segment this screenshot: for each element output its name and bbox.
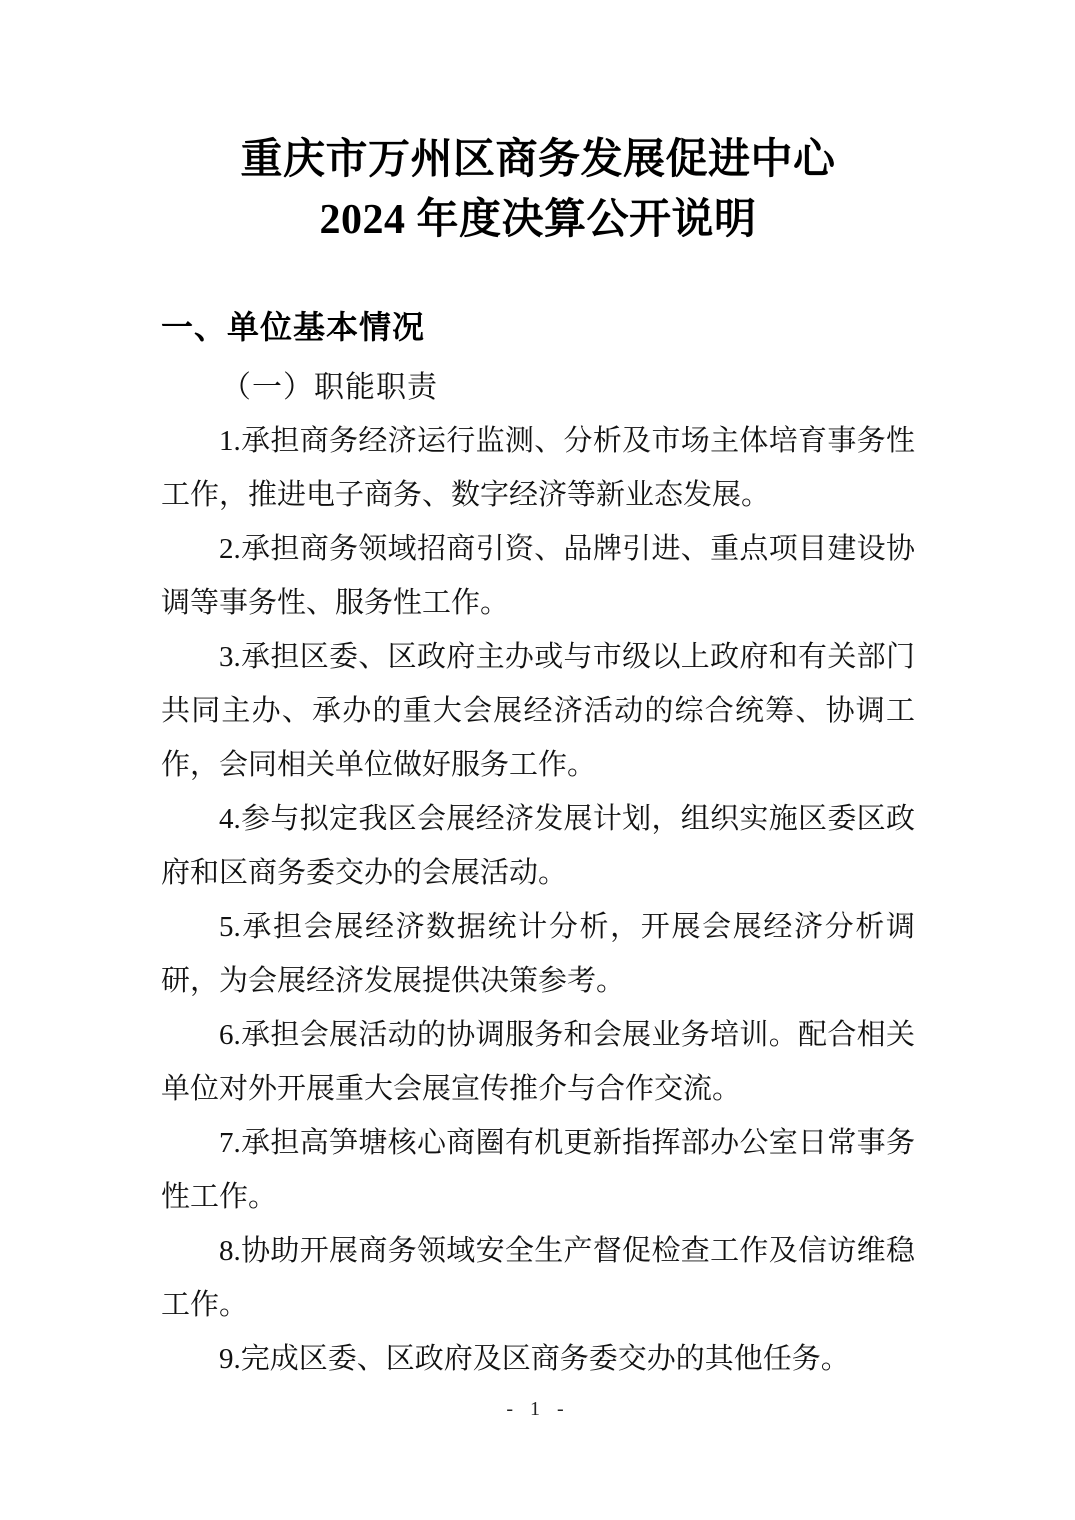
- paragraph-7: 7.承担高笋塘核心商圈有机更新指挥部办公室日常事务性工作。: [161, 1127, 915, 1213]
- body-text: [161, 414, 915, 1386]
- page-number-footer: - 1 -: [506, 1398, 570, 1420]
- paragraph-9: 9.完成区委、区政府及区商务委交办的其他任务。: [219, 1343, 850, 1375]
- paragraph-5: 5.承担会展经济数据统计分析，开展会展经济分析调研，为会展经济发展提供决策参考。: [161, 911, 915, 997]
- paragraph-1: 1.承担商务经济运行监测、分析及市场主体培育事务性工作，推进电子商务、数字经济等新业态发展。: [161, 425, 915, 511]
- document-content: [161, 0, 915, 1386]
- section-heading-unit-basic-info: 一、单位基本情况: [161, 309, 426, 345]
- paragraph-4: 4.参与拟定我区会展经济发展计划，组织实施区委区政府和区商务委交办的会展活动。: [161, 803, 915, 889]
- title-line-1: 重庆市万州区商务发展促进中心: [240, 137, 836, 183]
- title-line-2: 2024 年度决算公开说明: [319, 197, 757, 243]
- paragraph-6: 6.承担会展活动的协调服务和会展业务培训。配合相关单位对外开展重大会展宣传推介与合作交流。: [161, 1019, 915, 1105]
- paragraph-8: 8.协助开展商务领域安全生产督促检查工作及信访维稳工作。: [161, 1235, 915, 1321]
- subsection-heading-functions-duties: （一）职能职责: [221, 371, 438, 404]
- page-title: [161, 130, 915, 250]
- paragraph-2: 2.承担商务领域招商引资、品牌引进、重点项目建设协调等事务性、服务性工作。: [161, 533, 915, 619]
- paragraph-3: 3.承担区委、区政府主办或与市级以上政府和有关部门共同主办、承办的重大会展经济活动的综合统筹、协调工作，会同相关单位做好服务工作。: [161, 641, 915, 781]
